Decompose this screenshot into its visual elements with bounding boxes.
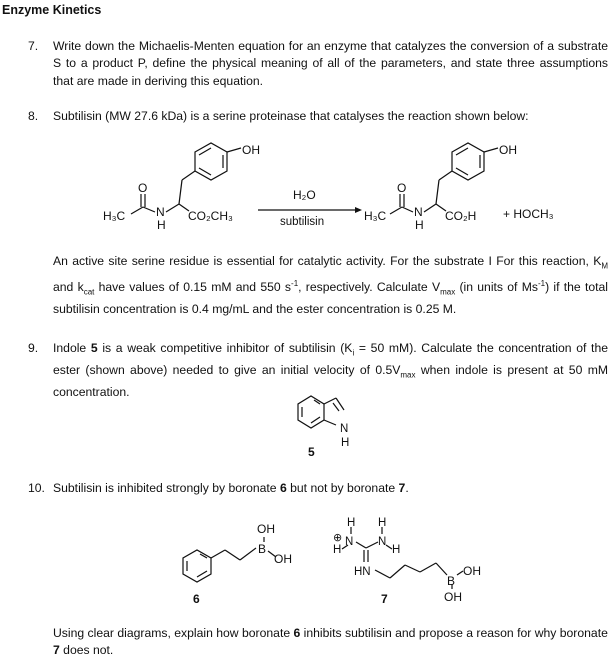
question-text: Write down the Michaelis-Menten equation for an enzyme that catalyzes the conversion of a substrate S to a product P, define the physical meaning of all of the parameters, and state three assumptions that are made in deriving this equation. (53, 39, 608, 88)
byproduct-methanol: + HOCH₃ (503, 207, 554, 221)
boronate-7-oh-bottom: OH (444, 590, 462, 604)
boronate-6-oh-top: OH (257, 522, 275, 536)
boronate-6-b: B (258, 542, 267, 556)
product-oh: OH (499, 143, 517, 157)
question-number: 7. (28, 39, 39, 53)
arrow-head (355, 207, 362, 213)
compound-label-7: 7 (381, 592, 388, 606)
question-text: An active site serine residue is essential for catalytic activity. For the substrate I For this reaction, $K_M$ and $k_{cat}$ have values of 0.15 mM and 550 $s^{-1}$, respectively. Calculate $V_{max}$ (in units of $Ms^{-1}$) if the total subtilisin concentration is 0.4 mg/mL and the ester concentration is 0.25 M. (53, 254, 608, 316)
compound-label-5: 5 (308, 445, 315, 459)
product-amide-n: N (414, 205, 423, 219)
boronate-7-h3: H (378, 517, 387, 529)
indole-n: N (340, 423, 349, 435)
question-text: Indole 5 is a weak competitive inhibitor of subtilisin ($K_i = 50$ mM). Calculate the concentration of the ester (shown above) needed to give an initial velocity of $0.5V_{max}$ when indole is present at 50 mM concentration. (53, 341, 609, 399)
reactant-amide-n: N (156, 205, 165, 219)
product-carbonyl-o: O (397, 181, 407, 195)
indole-h: H (341, 437, 350, 449)
product-amide-h: H (415, 218, 424, 232)
boronate-7-h2: H (333, 544, 342, 556)
question-number: 8. (28, 109, 39, 123)
question-text: Subtilisin is inhibited strongly by boronate 6 but not by boronate 7. (53, 481, 409, 495)
boronate-7-h1: H (347, 517, 356, 529)
boronate-7-hn: HN (354, 566, 371, 578)
reactant-methyl: H₃C (103, 209, 126, 223)
question-number: 10. (28, 481, 45, 495)
reagent-water: H₂O (293, 188, 316, 202)
page-title: Enzyme Kinetics (2, 3, 102, 17)
reagent-enzyme: subtilisin (280, 216, 325, 228)
compound-label-6: 6 (193, 592, 200, 606)
reactant-phenol-ring (179, 143, 241, 204)
boronate-7-n2: N (378, 536, 387, 548)
product-methyl: H₃C (364, 209, 387, 223)
boronate-7-structure (342, 527, 463, 589)
boronate-6-oh-right: OH (274, 552, 292, 566)
question-number: 9. (28, 341, 39, 355)
boronate-7-b: B (447, 574, 456, 588)
question-9 (28, 340, 608, 401)
reactant-carbonyl-o: O (138, 181, 148, 195)
question-8-body (28, 253, 608, 318)
final-instruction: Using clear diagrams, explain how boronate 6 inhibits subtilisin and propose a reason for why boronate 7 does not. (53, 626, 608, 658)
question-text: Subtilisin (MW 27.6 kDa) is a serine proteinase that catalyses the reaction shown below: (53, 109, 529, 123)
boronate-7-n1: N (345, 536, 354, 548)
product-acid: CO₂H (445, 209, 477, 223)
boronate-7-plus: ⊕ (333, 532, 343, 544)
boronate-7-h4: H (392, 544, 401, 556)
question-10 (28, 480, 608, 497)
boronate-7-oh-right: OH (463, 564, 481, 578)
reactant-ester: CO₂CH₃ (188, 209, 233, 223)
reactant-oh: OH (242, 143, 260, 157)
reactant-amide-h: H (157, 218, 166, 232)
product-phenol-ring (436, 143, 498, 204)
